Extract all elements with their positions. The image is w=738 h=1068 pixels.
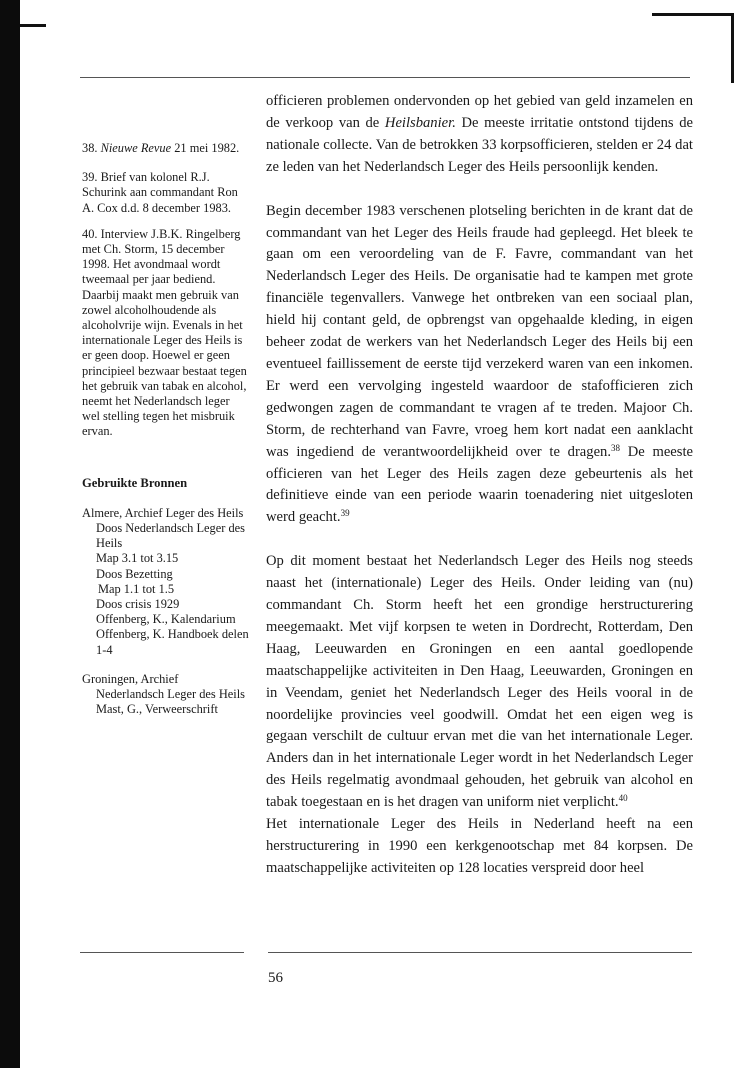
scan-edge xyxy=(0,0,20,1068)
footer-rule-left xyxy=(80,952,244,953)
header-rule xyxy=(80,77,690,78)
source-item: Map 1.1 tot 1.5 xyxy=(98,581,175,596)
source-item: Doos Nederlandsch Leger des Heils xyxy=(96,521,245,551)
source-item: Map 3.1 tot 3.15 xyxy=(96,551,179,566)
crop-mark-right xyxy=(731,13,734,83)
footer-rule-main xyxy=(268,952,692,953)
source-title: Almere, Archief Leger des Heils xyxy=(82,505,244,520)
footnote-ref-40: 40 xyxy=(618,793,628,804)
paragraph-1: officieren problemen ondervonden op het gebied van geld inzamelen en de verkoop van de Heilsbanier. De meeste irritatie ontstond tijdens de nationale collecte. Van de betrokken 33 korpsofficieren, stelden er 24 dat ze leden van het Nederlandsch Leger des Heils persoonlijk kenden. xyxy=(266,93,693,175)
crop-mark-top-left xyxy=(20,24,46,27)
paragraph-2: Begin december 1983 verschenen plotseling berichten in de krant dat de commandant van het Leger des Heils fraude had gepleegd. Het bleek te gaan om een veroordeling van de F. Favre, commandant van het Nederlandsch Leger des Heils. De organisatie had te kampen met grote financiële tegenvallers. Vanwege het ontbreken van een sociaal plan, hield hij contant geld, de opbrengst van opgehaalde kleding, in eigen beheer zodat de werkers van het Nederlandsch Leger des Heils bij een eventueel faillissement de eerste tijd verzekerd waren van een inkomen. Er werd een vervolging ingesteld waardoor de stafofficieren zich gedwongen zagen de commandant te vragen af te treden. Majoor Ch. Storm, de rechterhand van Favre, vroeg hem kort nadat een aanklacht was ingediend de verantwoordelijkheid over te dragen.$^{38}$ De meeste officieren van het Leger des Heils zagen deze gebeurtenis als het definitieve einde van een periode waarin toenadering niet uitgesloten werd geacht.$^{39}$ xyxy=(266,202,693,526)
footnote-ref-38: 38 xyxy=(611,442,620,453)
paragraph-3: Op dit moment bestaat het Nederlandsch Leger des Heils nog steeds naast het (internationale) Leger des Heils. Onder leiding van (nu) commandant Ch. Storm heeft het een grondige herstructurering meegemaakt. Met vijf korpsen te weten in Dordrecht, Rotterdam, Den Haag, Leeuwarden en Groningen en een aantal goedlopende maatschappelijke activiteiten in Den Haag, Leeuwarden, Groningen en in Veendam, geniet het Nederlandsch Leger des Heils vooral in de noordelijke provincies veel goodwill. Omdat het een eigen weg is gegaan verschilt de cultuur ervan met die van het internationale Leger. Anders dan in het internationale Leger wordt in het Nederlandsch Leger des Heils regelmatig avondmaal gehouden, het gebruik van alcohol en tabak toegestaan en is het dragen van uniform niet verplicht.$^{40}$ xyxy=(266,553,693,811)
paragraph-4: Het internationale Leger des Heils in Nederland heeft na een herstructurering in 1990 een kerkgenootschap met 84 korpsen. De maatschappelijke activiteiten op 128 locaties verspreid door heel xyxy=(266,816,693,876)
source-item: Offenberg, K. Handboek delen 1-4 xyxy=(96,627,249,657)
page-number: 56 xyxy=(268,970,283,986)
sources-groningen xyxy=(82,672,250,718)
sources-almere xyxy=(82,506,250,658)
footnote-ref-39: 39 xyxy=(340,508,350,519)
footnote-39: 39. Brief van kolonel R.J. Schurink aan commandant Ron A. Cox d.d. 8 december 1983. xyxy=(82,170,238,215)
footnote-40: 40. Interview J.B.K. Ringelberg met Ch. Storm, 15 december 1998. Het avondmaal wordt tweemaal per jaar bediend. Daarbij maakt men gebruik van zowel alcoholhoudende als alcoholvrije wijn. Evenals in het internationale Leger des Heils is er geen doop. Hoewel er geen principieel bezwaar bestaat tegen het gebruik van tabak en alcohol, neemt het Nederlandsch leger wel stelling tegen het misbruik ervan. xyxy=(82,226,247,439)
source-item: Offenberg, K., Kalendarium xyxy=(96,612,236,627)
footnote-sidebar xyxy=(82,141,250,732)
crop-mark-top-right xyxy=(652,13,734,16)
source-title: Groningen, Archief xyxy=(82,671,179,686)
footnote-38: 38. Nieuwe Revue 21 mei 1982. xyxy=(82,141,240,155)
body-text xyxy=(266,91,693,880)
source-item: Doos crisis 1929 xyxy=(96,597,180,612)
sources-heading: Gebruikte Bronnen xyxy=(82,475,188,490)
source-item: Doos Bezetting xyxy=(96,566,173,581)
source-item: Mast, G., Verweerschrift xyxy=(96,702,218,717)
source-item: Nederlandsch Leger des Heils xyxy=(96,687,245,702)
